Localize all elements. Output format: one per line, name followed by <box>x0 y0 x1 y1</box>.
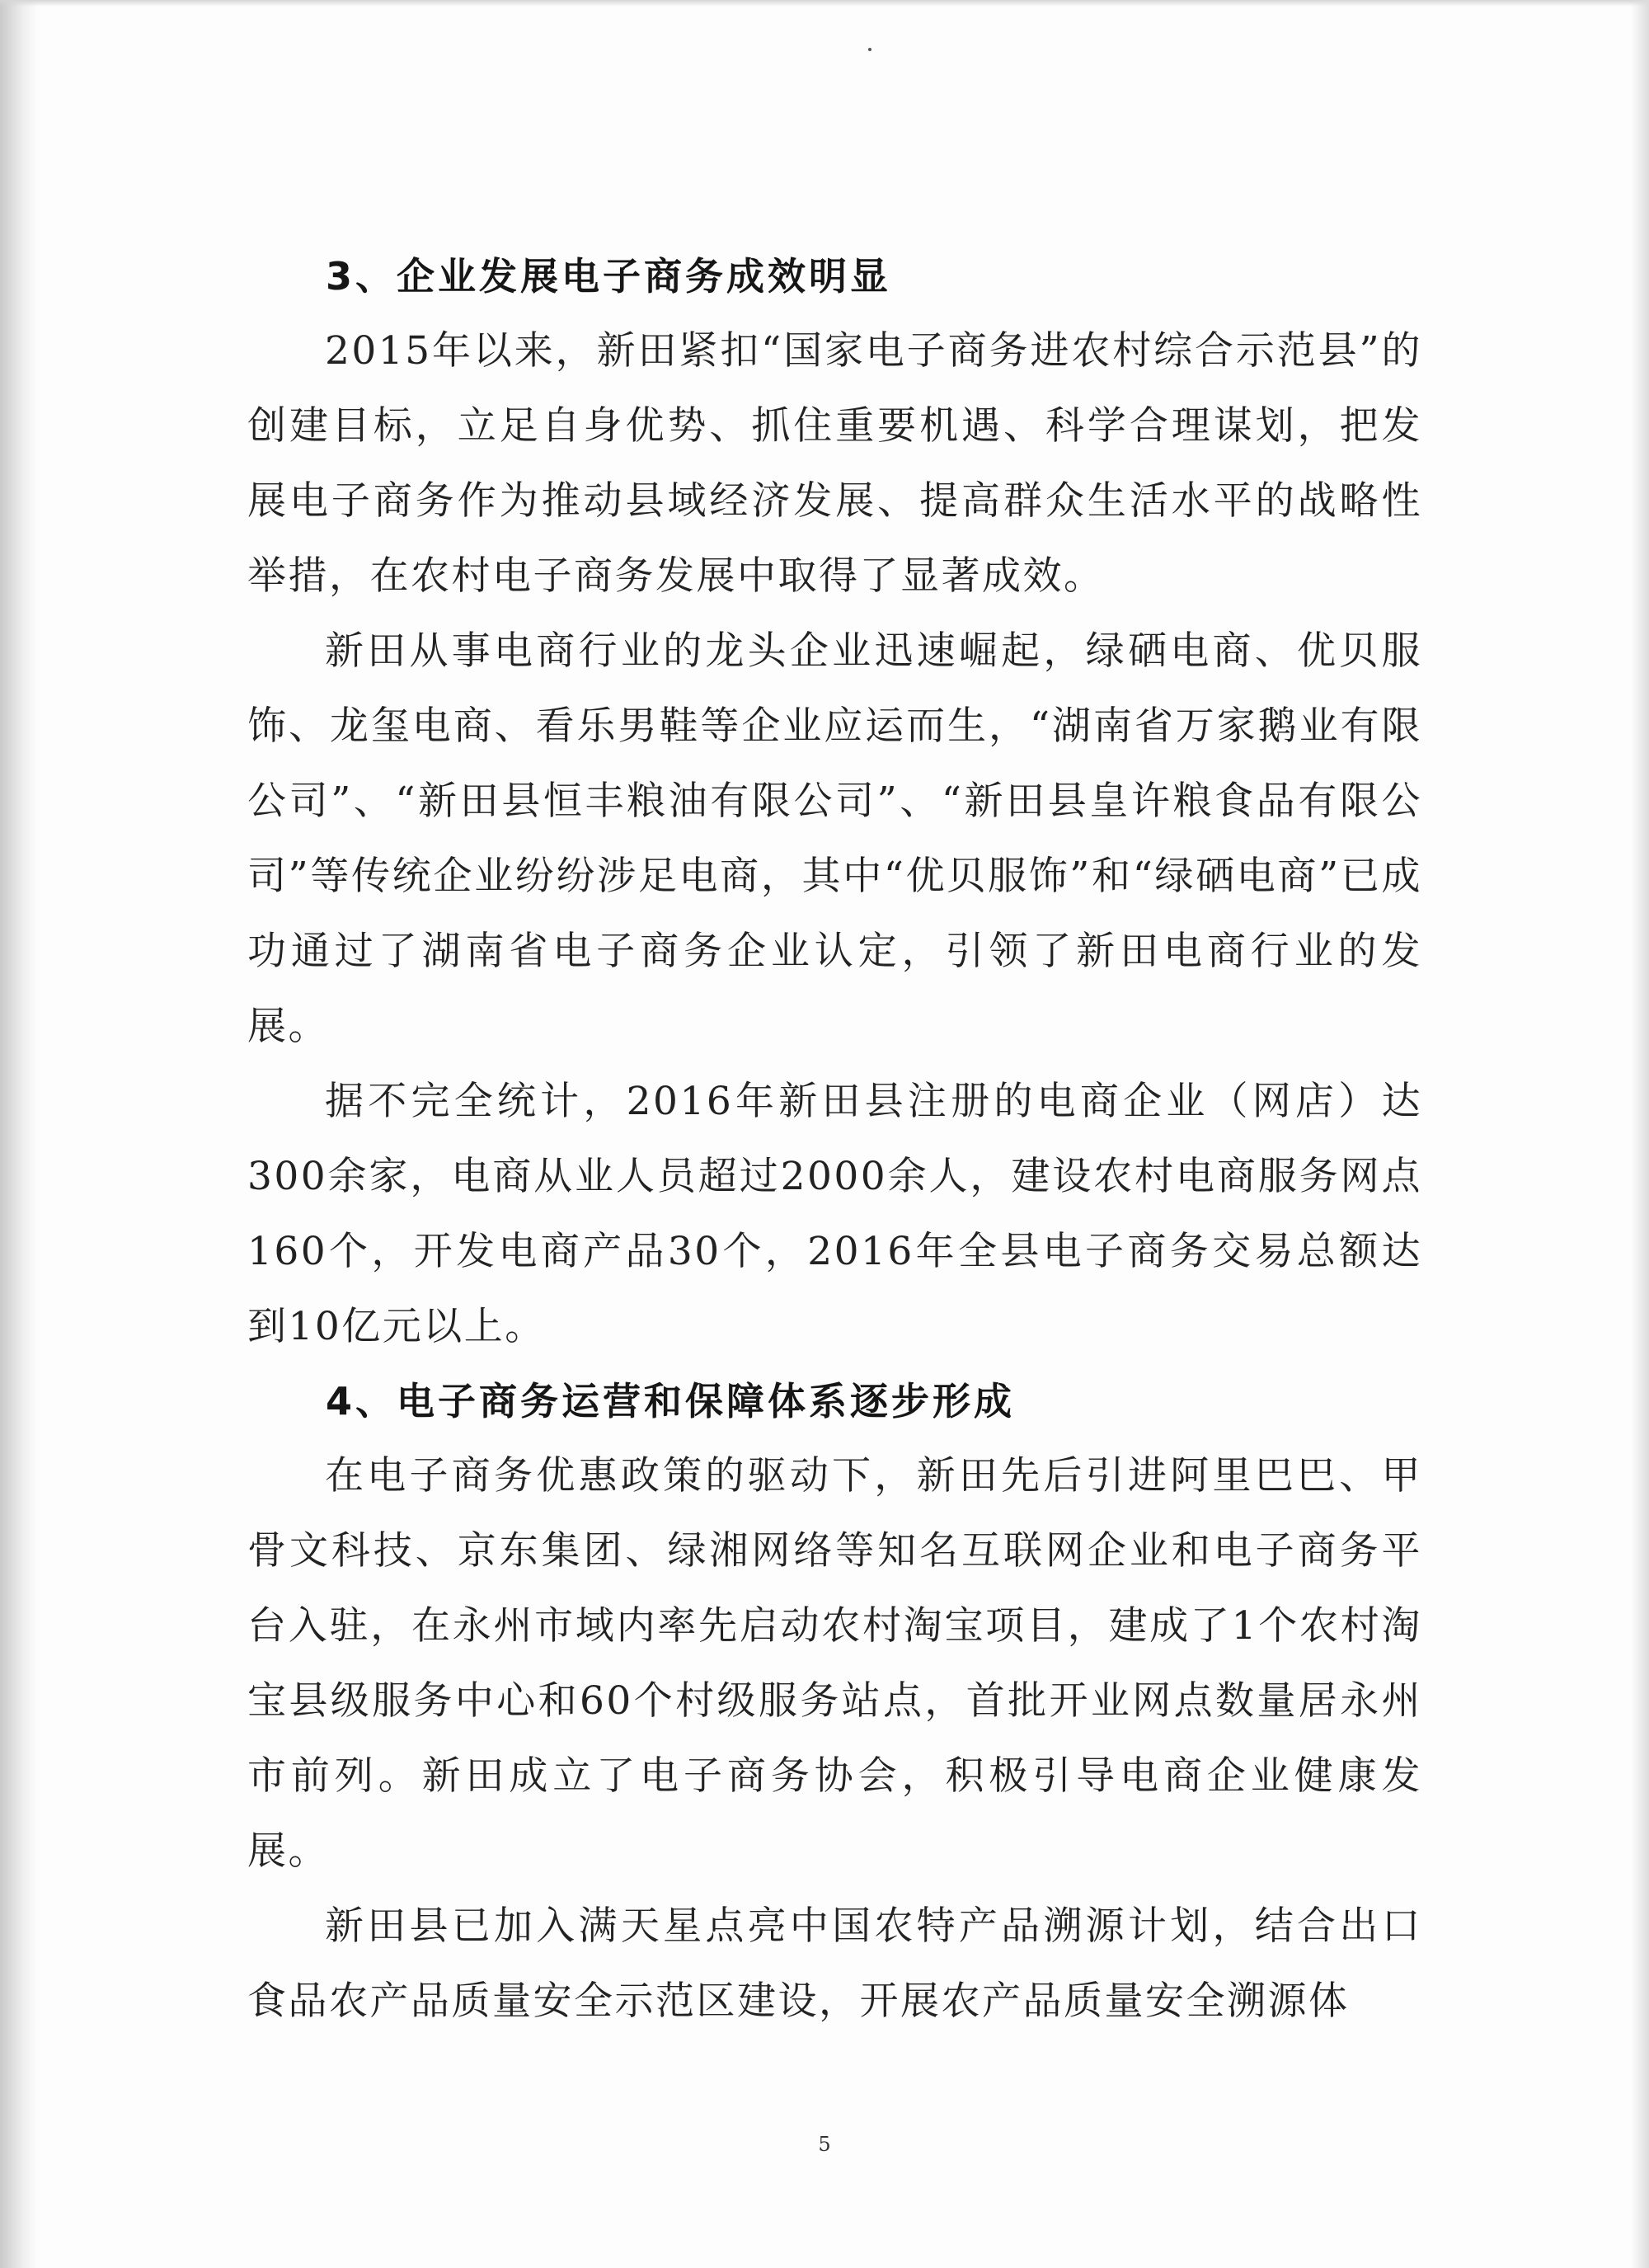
scan-edge-right <box>1631 0 1649 2268</box>
section-4-heading: 4、电子商务运营和保障体系逐步形成 <box>326 1379 1016 1423</box>
document-body <box>247 239 1422 2039</box>
scan-edge-left <box>0 0 38 2268</box>
section-3-paragraph-1: 2015年以来，新田紧扣“国家电子商务进农村综合示范县”的创建目标，立足自身优势、抓住重要机遇、科学合理谋划，把发展电子商务作为推动县域经济发展、提高群众生活水平的战略性举措，在农村电子商务发展中取得了显著成效。 <box>247 328 1422 599</box>
page-number: 5 <box>818 2133 831 2156</box>
section-4 <box>247 1364 1422 2039</box>
section-4-paragraph-2: 新田县已加入满天星点亮中国农特产品溯源计划，结合出口食品农产品质量安全示范区建设，开展农产品质量安全溯源体 <box>247 1903 1422 2024</box>
section-3-heading: 3、企业发展电子商务成效明显 <box>326 254 892 299</box>
section-3-paragraph-3: 据不完全统计，2016年新田县注册的电商企业（网店）达300余家，电商从业人员超过2000余人，建设农村电商服务网点160个，开发电商产品30个，2016年全县电子商务交易总额达到10亿元以上。 <box>247 1079 1422 1349</box>
scan-speck <box>868 48 871 51</box>
scan-edge-top <box>0 0 1649 7</box>
section-3 <box>247 239 1422 1364</box>
section-3-paragraph-2: 新田从事电商行业的龙头企业迅速崛起，绿硒电商、优贝服饰、龙玺电商、看乐男鞋等企业应运而生，“湖南省万家鹅业有限公司”、“新田县恒丰粮油有限公司”、“新田县皇许粮食品有限公司”等传统企业纷纷涉足电商，其中“优贝服饰”和“绿硒电商”已成功通过了湖南省电子商务企业认定，引领了新田电商行业的发展。 <box>247 628 1422 1049</box>
section-4-paragraph-1: 在电子商务优惠政策的驱动下，新田先后引进阿里巴巴、甲骨文科技、京东集团、绿湘网络等知名互联网企业和电子商务平台入驻，在永州市域内率先启动农村淘宝项目，建成了1个农村淘宝县级服务中心和60个村级服务站点，首批开业网点数量居永州市前列。新田成立了电子商务协会，积极引导电商企业健康发展。 <box>247 1453 1422 1874</box>
